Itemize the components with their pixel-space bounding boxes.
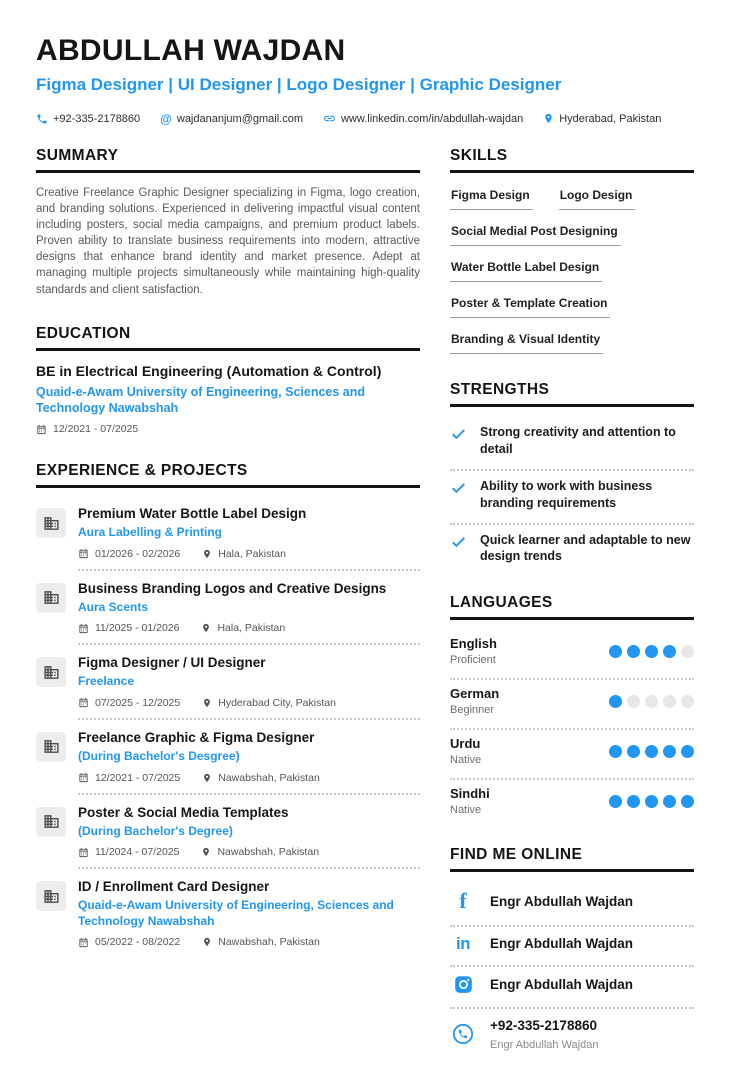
entry-company: Aura Scents: [78, 599, 149, 614]
degree-title: BE in Electrical Engineering (Automation & Control): [36, 362, 382, 379]
location-pin-icon: [202, 697, 212, 709]
language-level: Beginner: [450, 704, 495, 717]
location-pin-icon: [543, 112, 554, 125]
entry-dates: 11/2024 - 07/2025: [95, 846, 180, 859]
experience-entry: [36, 724, 420, 799]
divider: [450, 728, 694, 730]
check-icon: [450, 425, 467, 442]
left-column: [36, 147, 420, 1082]
strength-item: [450, 473, 694, 514]
link-icon: [323, 112, 336, 125]
language-level-dots: [609, 745, 694, 758]
divider: [78, 718, 420, 720]
entry-dates: 12/2021 - 07/2025: [95, 771, 181, 784]
social-handle: Engr Abdullah Wajdan: [490, 893, 633, 909]
divider: [450, 1007, 694, 1009]
location-pin-icon: [201, 622, 211, 634]
entry-company: (During Bachelor's Degree): [78, 823, 233, 838]
job-title-line: Figma Designer | UI Designer | Logo Designer | Graphic Designer: [36, 75, 562, 94]
location-pin-icon: [202, 772, 212, 784]
entry-title: Premium Water Bottle Label Design: [78, 506, 307, 522]
language-row: [450, 732, 694, 769]
find-me-online-heading: FIND ME ONLINE: [450, 846, 694, 872]
experience-section: [36, 462, 420, 950]
entry-location: Hyderabad City, Pakistan: [218, 696, 336, 709]
entry-company: (During Bachelor's Desgree): [78, 748, 240, 763]
whatsapp-row[interactable]: [450, 1011, 694, 1055]
divider: [450, 523, 694, 525]
language-level: Native: [450, 804, 482, 817]
at-icon: @: [160, 111, 172, 126]
divider: [78, 569, 420, 571]
languages-heading: LANGUAGES: [450, 594, 694, 620]
language-name: Urdu: [450, 736, 481, 752]
school-name: Quaid-e-Awam University of Engineering, Sciences and Technology Nawabshah: [36, 384, 366, 415]
buildings-icon: [43, 589, 60, 606]
entry-location: Hala, Pakistan: [217, 622, 286, 635]
company-icon-box: [36, 881, 66, 911]
header: [36, 34, 694, 125]
experience-entry: [36, 873, 420, 950]
divider: [78, 867, 420, 869]
buildings-icon: [43, 515, 60, 532]
calendar-icon: [78, 772, 89, 783]
summary-text: Creative Freelance Graphic Designer specializing in Figma, logo creation, and branding solutions. Experienced in delivering impactful visual content including posters, social media campaigns, and premium product labels. Proven ability to translate business requirements into modern, attractive designs that enhance brand identity and market presence. Adept at managing multiple projects simultaneously while maintaining high-quality standards and client satisfaction.: [36, 187, 420, 296]
education-dates: 12/2021 - 07/2025: [53, 423, 139, 436]
language-level: Proficient: [450, 654, 496, 667]
entry-dates: 07/2025 - 12/2025: [95, 696, 181, 709]
contact-bar: [36, 112, 694, 125]
strength-text: Quick learner and adaptable to new design trends: [480, 532, 691, 564]
company-icon-box: [36, 508, 66, 538]
entry-dates: 11/2025 - 01/2026: [95, 622, 180, 635]
summary-heading: SUMMARY: [36, 147, 420, 173]
language-row: [450, 782, 694, 819]
skill-chip: Branding & Visual Identity: [450, 332, 603, 354]
experience-heading: EXPERIENCE & PROJECTS: [36, 462, 420, 488]
divider: [78, 643, 420, 645]
email-text: wajdananjum@gmail.com: [176, 112, 303, 125]
calendar-icon: [78, 937, 89, 948]
person-name: ABDULLAH WAJDAN: [36, 34, 346, 67]
strengths-heading: STRENGTHS: [450, 381, 694, 407]
skills-heading: SKILLS: [450, 147, 694, 173]
strength-text: Strong creativity and attention to detail: [480, 425, 676, 456]
language-level-dots: [609, 795, 694, 808]
whatsapp-icon: [452, 1023, 474, 1045]
linkedin-icon: in: [455, 934, 471, 954]
location-item[interactable]: [543, 112, 661, 125]
language-level: Native: [450, 754, 482, 767]
phone-item[interactable]: [36, 113, 140, 125]
entry-dates: 05/2022 - 08/2022: [95, 936, 181, 949]
buildings-icon: [43, 813, 60, 830]
language-name: German: [450, 686, 500, 702]
divider: [78, 793, 420, 795]
skill-chip: Water Bottle Label Design: [450, 260, 602, 282]
calendar-icon: [36, 424, 47, 435]
phone-icon: [36, 113, 48, 125]
divider: [450, 678, 694, 680]
entry-title: Freelance Graphic & Figma Designer: [78, 729, 315, 745]
skill-chip: Figma Design: [450, 188, 533, 210]
right-column: [450, 147, 694, 1082]
experience-entry: [36, 500, 420, 575]
calendar-icon: [78, 548, 89, 559]
strength-item: [450, 419, 694, 460]
instagram-icon: [454, 975, 473, 994]
location-text: Hyderabad, Pakistan: [559, 112, 662, 125]
website-item[interactable]: [323, 112, 523, 125]
social-handle: +92-335-2178860: [490, 1018, 597, 1034]
entry-company: Freelance: [78, 674, 135, 689]
buildings-icon: [43, 888, 60, 905]
education-section: [36, 325, 420, 436]
strength-text: Ability to work with business branding requirements: [480, 478, 653, 510]
instagram-row[interactable]: [450, 969, 694, 998]
entry-title: Figma Designer / UI Designer: [78, 655, 266, 671]
summary-section: [36, 147, 420, 298]
experience-entry: [36, 649, 420, 724]
entry-title: ID / Enrollment Card Designer: [78, 879, 270, 895]
language-level-dots: [609, 695, 694, 708]
email-item[interactable]: [160, 113, 303, 125]
facebook-row[interactable]: [450, 884, 694, 916]
language-name: Sindhi: [450, 786, 490, 802]
find-me-online-section: [450, 846, 694, 1055]
entry-location: Nawabshah, Pakistan: [218, 771, 320, 784]
skills-section: [450, 147, 694, 354]
strength-item: [450, 527, 694, 568]
strengths-section: [450, 381, 694, 567]
buildings-icon: [43, 664, 60, 681]
divider: [450, 778, 694, 780]
skill-chip: Poster & Template Creation: [450, 296, 610, 318]
calendar-icon: [78, 847, 89, 858]
entry-dates: 01/2026 - 02/2026: [95, 547, 181, 560]
divider: [450, 469, 694, 471]
entry-location: Nawabshah, Pakistan: [218, 936, 320, 949]
location-pin-icon: [202, 548, 212, 560]
social-handle: Engr Abdullah Wajdan: [490, 977, 633, 993]
skill-chip: Logo Design: [559, 188, 636, 210]
location-pin-icon: [201, 846, 211, 858]
location-pin-icon: [202, 936, 212, 948]
check-icon: [450, 533, 467, 550]
company-icon-box: [36, 807, 66, 837]
entry-title: Business Branding Logos and Creative Designs: [78, 580, 387, 596]
website-text: www.linkedin.com/in/abdullah-wajdan: [340, 112, 524, 125]
entry-company: Quaid-e-Awam University of Engineering, Sciences and Technology Nawabshah: [78, 898, 394, 928]
language-row: [450, 682, 694, 719]
linkedin-row[interactable]: [450, 929, 694, 956]
facebook-icon: f: [459, 888, 467, 914]
languages-section: [450, 594, 694, 819]
language-level-dots: [609, 645, 694, 658]
entry-title: Poster & Social Media Templates: [78, 804, 289, 820]
entry-location: Hala, Pakistan: [218, 547, 286, 560]
check-icon: [450, 479, 467, 496]
company-icon-box: [36, 583, 66, 613]
buildings-icon: [43, 738, 60, 755]
calendar-icon: [78, 697, 89, 708]
experience-entry: [36, 799, 420, 874]
education-heading: EDUCATION: [36, 325, 420, 351]
language-name: English: [450, 636, 497, 652]
divider: [450, 965, 694, 967]
language-row: [450, 632, 694, 669]
social-handle: Engr Abdullah Wajdan: [490, 936, 633, 952]
entry-location: Nawabshah, Pakistan: [217, 846, 320, 859]
divider: [450, 925, 694, 927]
entry-company: Aura Labelling & Printing: [78, 525, 223, 540]
phone-text: +92-335-2178860: [53, 112, 141, 125]
company-icon-box: [36, 657, 66, 687]
skill-chip: Social Medial Post Designing: [450, 224, 621, 246]
calendar-icon: [78, 623, 89, 634]
experience-entry: [36, 575, 420, 650]
company-icon-box: [36, 732, 66, 762]
social-handle-sub: Engr Abdullah Wajdan: [490, 1039, 599, 1052]
